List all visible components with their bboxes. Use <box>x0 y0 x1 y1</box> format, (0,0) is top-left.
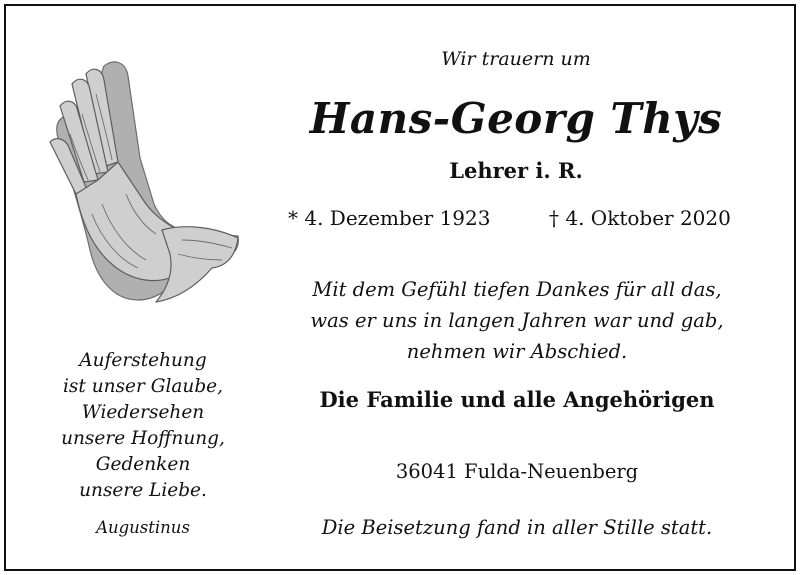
death-date: † 4. Oktober 2020 <box>549 206 731 230</box>
thanks-line: Mit dem Gefühl tiefen Dankes für all das, <box>312 278 722 301</box>
praying-hands-icon <box>42 54 242 314</box>
quote-line: Auferstehung <box>79 350 207 371</box>
quote-line: unsere Hoffnung, <box>61 428 225 449</box>
obituary-frame <box>4 4 796 571</box>
deceased-title: Lehrer i. R. <box>449 158 583 183</box>
quote-line: ist unser Glaube, <box>62 376 224 397</box>
thanks-line: nehmen wir Abschied. <box>406 340 628 363</box>
deceased-name: Hans-Georg Thys <box>309 94 723 143</box>
quote-line: Gedenken <box>95 454 191 475</box>
thanks-line: was er uns in langen Jahren war und gab, <box>310 309 724 332</box>
intro-line: Wir trauern um <box>441 48 591 70</box>
quote-author: Augustinus <box>96 518 190 537</box>
birth-date: * 4. Dezember 1923 <box>288 206 491 230</box>
quote-text <box>36 348 250 504</box>
place-line: 36041 Fulda-Neuenberg <box>395 460 639 483</box>
burial-note: Die Beisetzung fand in aller Stille statt. <box>321 516 713 539</box>
quote-line: Wiedersehen <box>81 402 205 423</box>
family-signature: Die Familie und alle Angehörigen <box>319 387 715 412</box>
thanks-text <box>282 274 752 367</box>
quote-line: unsere Liebe. <box>79 480 207 501</box>
